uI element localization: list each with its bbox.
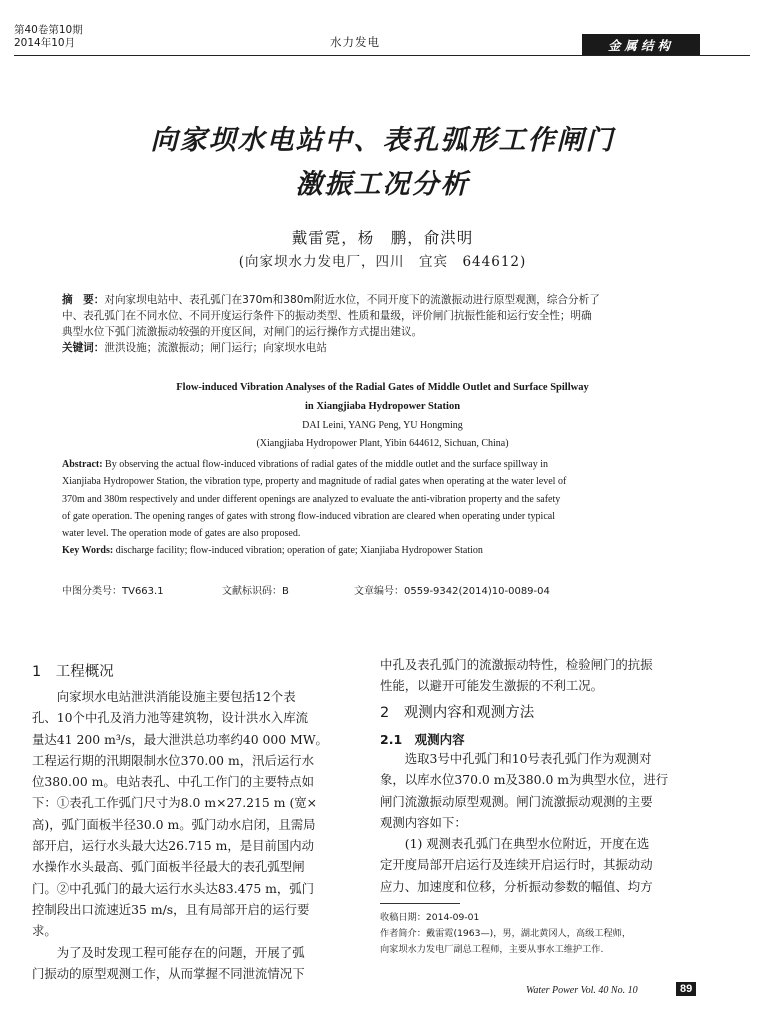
body-line: 量达41 200 m³/s，最大泄洪总功率约40 000 MW。: [32, 731, 328, 747]
keywords-cn: 关键词：泄洪设施；流激振动；闸门运行；向家坝水电站: [62, 342, 327, 354]
author-bio: 作者简介：戴雷霓(1963—)，男，湖北黄冈人，高级工程师，: [380, 928, 632, 939]
section-badge: 金属结构: [582, 34, 700, 56]
clc-number: 中图分类号：TV663.1: [62, 586, 164, 597]
body-line: 部开启，运行水头最大达26.715 m，是目前国内动: [32, 838, 315, 854]
footnote-rule: [380, 903, 460, 904]
issue-date: 2014年10月: [14, 37, 76, 49]
body-line: (1) 观测表孔弧门在典型水位附近，开度在选: [380, 836, 650, 852]
document-code: 文献标识码：B: [222, 586, 289, 597]
keywords-en: Key Words: discharge facility; flow-induced vibration; operation of gate; Xianjiaba Hydropower Station: [62, 545, 483, 557]
body-line: 控制段出口流速近35 m/s，且有局部开启的运行要: [32, 901, 310, 917]
body-line: 为了及时发现工程可能存在的问题，开展了弧: [32, 944, 305, 960]
abstract-en-line: 370m and 380m respectively and under different openings are analyzed to evaluate the anti-vibration property and the safety: [62, 493, 561, 505]
body-line: 性能，以避开可能发生激振的不利工况。: [380, 678, 604, 694]
footnote: [380, 910, 710, 958]
body-line: 水操作水头最高、弧门面板半径最大的表孔弧型闸: [32, 859, 305, 875]
authors: 戴雷霓，杨 鹏，俞洪明: [291, 229, 474, 247]
subsection-2-1-heading: 2.1 观测内容: [380, 732, 465, 747]
abstract-en-line: water level. The operation mode of gates are also proposed.: [62, 528, 301, 540]
body-line: 中孔及表孔弧门的流激振动特性，检验闸门的抗振: [380, 657, 653, 672]
body-line: 观测内容如下：: [380, 814, 467, 830]
body-line: 选取3号中孔弧门和10号表孔弧门作为观测对: [380, 751, 652, 766]
body-line: 孔、10个中孔及消力池等建筑物，设计洪水入库流: [32, 710, 308, 726]
body-line: 位380.00 m。电站表孔、中孔工作门的主要特点如: [32, 774, 315, 790]
article-number: 文章编号：0559-9342(2014)10-0089-04: [354, 586, 550, 597]
body-line: 应力、加速度和位移，分析振动参数的幅值、均方: [380, 878, 653, 894]
body-line: 求。: [32, 923, 57, 939]
body-line: 工程运行期的汛期限制水位370.00 m，汛后运行水: [32, 752, 315, 768]
body-line: 高)，弧门面板半径30.0 m。弧门动水启闭，且需局: [32, 816, 316, 832]
issue-volume: 第40卷第10期: [14, 24, 83, 36]
body-line: 象，以库水位370.0 m及380.0 m为典型水位，进行: [380, 772, 669, 788]
journal-name: 水力发电: [330, 35, 380, 49]
page-number: 89: [676, 982, 696, 996]
paper-title-line2: 激振工况分析: [295, 169, 470, 200]
abstract-cn-line: 摘 要：对向家坝电站中、表孔弧门在370m和380m附近水位，不同开度下的流激振动进行原型观测，综合分析了: [62, 294, 600, 306]
english-title: Flow-induced Vibration Analyses of the Radial Gates of Middle Outlet and Surface Spillway in Xiangjiaba Hydropower Station: [176, 382, 589, 412]
right-intro: [380, 654, 653, 697]
body-line: 向家坝水电站泄洪消能设施主要包括12个表: [32, 689, 296, 704]
subsection-2-1-body: [380, 748, 668, 897]
issue-info: [14, 24, 83, 50]
body-line: 定开度局部开启运行及连续开启运行时，其振动动: [380, 857, 653, 873]
header-rule: [14, 55, 750, 56]
abstract-en-label: Abstract:: [62, 459, 103, 470]
section-1-body: [32, 686, 328, 984]
body-line: 门振动的原型观测工作，从而掌握不同泄流情况下: [32, 965, 305, 981]
paper-title-line1: 向家坝水电站中、表孔弧形工作闸门: [150, 125, 615, 156]
abstract-en-line: Abstract: By observing the actual flow-induced vibrations of radial gates of the middle outlet and the surface spillway in: [62, 459, 548, 470]
affiliation: (向家坝水力发电厂，四川 宜宾 644612): [238, 254, 527, 270]
received-date: 收稿日期：2014-09-01: [380, 912, 480, 923]
keywords-cn-label: 关键词：: [62, 342, 105, 354]
abstract-cn-line: 典型水位下弧门流激振动较强的开度区间，对闸门的运行操作方式提出建议。: [62, 326, 423, 338]
abstract-cn: [62, 292, 698, 356]
author-bio: 向家坝水力发电厂副总工程师，主要从事水工维护工作.: [380, 944, 604, 955]
abstract-en-line: Xianjiaba Hydropower Station, the vibration type, property and magnitude of radial gates when operating at the water level of: [62, 476, 567, 488]
abstract-en-line: of gate operation. The opening ranges of gates with strong flow-induced vibration are cleared when operating under typical: [62, 510, 555, 522]
english-affiliation: (Xiangjiaba Hydropower Plant, Yibin 644612, Sichuan, China): [256, 438, 509, 449]
body-line: 闸门流激振动原型观测。闸门流激振动观测的主要: [380, 793, 653, 809]
abstract-en: [62, 456, 702, 560]
english-authors: DAI Leini, YANG Peng, YU Hongming: [302, 420, 463, 431]
section-2-heading: 2 观测内容和观测方法: [380, 705, 535, 721]
abstract-cn-label: 摘 要：: [62, 294, 105, 306]
body-line: 门。②中孔弧门的最大运行水头达83.475 m，弧门: [32, 880, 315, 896]
footer-journal: Water Power Vol. 40 No. 10: [526, 985, 638, 996]
keywords-en-label: Key Words:: [62, 545, 114, 557]
abstract-cn-line: 中、表孔弧门在不同水位、不同开度运行条件下的振动类型、性质和量级，评价闸门抗振性能和运行安全性；明确: [62, 310, 592, 322]
section-1-heading: 1 工程概况: [32, 664, 114, 680]
body-line: 下：①表孔工作弧门尺寸为8.0 m×27.215 m (宽×: [32, 795, 318, 811]
